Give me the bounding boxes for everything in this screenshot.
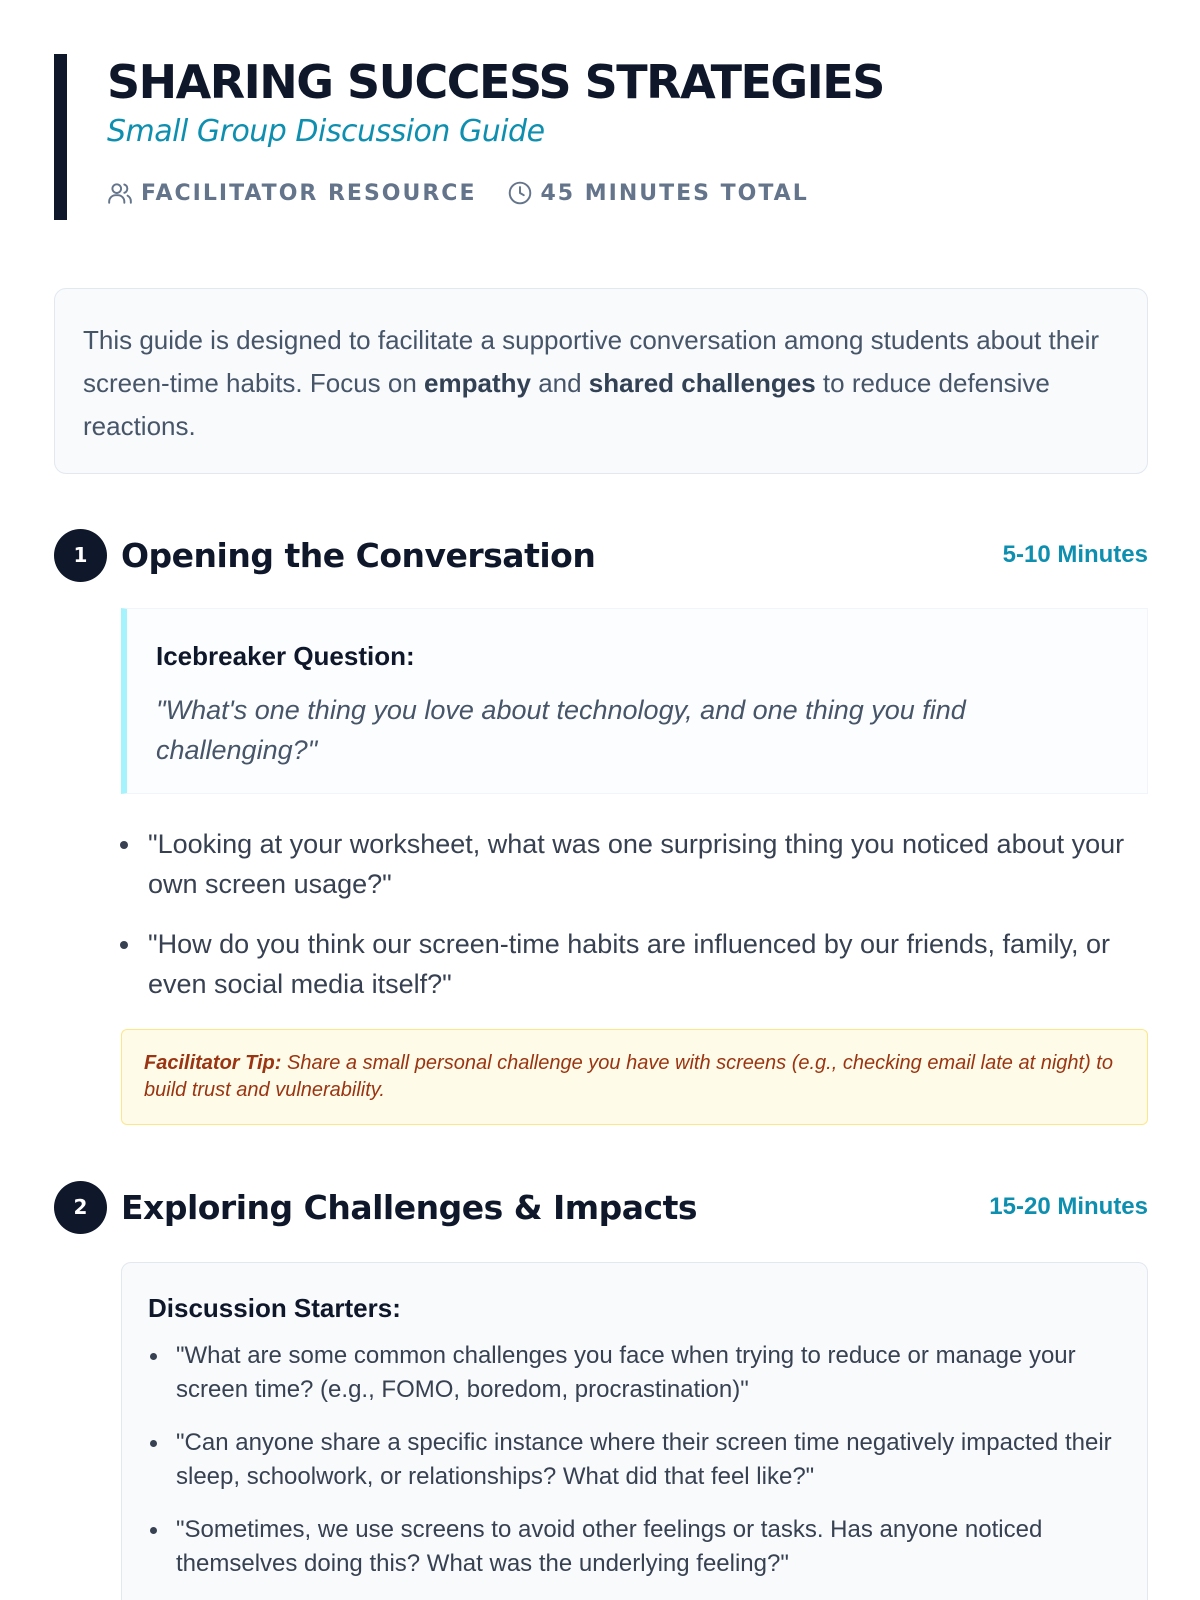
section-number-badge: 1	[54, 529, 107, 582]
section-duration: 5-10 Minutes	[1002, 541, 1148, 568]
section-1-header	[54, 528, 1148, 582]
section-duration: 15-20 Minutes	[989, 1193, 1148, 1220]
icebreaker-label: Icebreaker Question:	[156, 641, 415, 671]
list-item: "Looking at your worksheet, what was one surprising thing you noticed about your own screen usage?"	[114, 824, 1154, 904]
starters-list	[148, 1339, 1121, 1581]
section-title: Exploring Challenges & Impacts	[121, 1187, 698, 1227]
tip-text: Share a small personal challenge you have with screens (e.g., checking email late at night) to build trust and vulnerability.	[144, 1052, 1113, 1101]
meta-row	[107, 180, 1146, 206]
users-icon	[107, 180, 133, 206]
intro-box	[54, 288, 1148, 474]
intro-emphasis: shared challenges	[588, 368, 816, 398]
facilitator-tip	[121, 1029, 1148, 1125]
intro-text	[83, 319, 1119, 448]
intro-emphasis: empathy	[424, 368, 531, 398]
icebreaker-box	[121, 608, 1148, 794]
guide-header	[54, 54, 1146, 220]
intro-text-part: and	[530, 368, 589, 398]
section-2-header	[54, 1180, 1148, 1234]
section-title: Opening the Conversation	[121, 535, 596, 575]
page-subtitle: Small Group Discussion Guide	[107, 114, 545, 149]
intro-text-part: to reduce defensive reactions.	[83, 368, 1050, 441]
meta-facilitator	[107, 180, 477, 206]
list-item: "Can anyone share a specific instance where their screen time negatively impacted their sleep, schoolwork, or relationships? What did that feel like?"	[148, 1426, 1121, 1494]
meta-label: FACILITATOR RESOURCE	[141, 180, 477, 206]
list-item: "How do you think our screen-time habits are influenced by our friends, family, or even social media itself?"	[114, 924, 1154, 1004]
clock-icon	[507, 180, 533, 206]
page-title: SHARING SUCCESS STRATEGIES	[107, 55, 884, 109]
starters-label: Discussion Starters:	[148, 1293, 401, 1323]
intro-text-part: This guide is designed to facilitate a supportive conversation among students about their screen-time habits. Focus on	[83, 325, 1100, 398]
list-item: "What are some common challenges you face when trying to reduce or manage your screen time? (e.g., FOMO, boredom, procrastination)"	[148, 1339, 1121, 1407]
discussion-starters-box	[121, 1262, 1148, 1600]
icebreaker-quote: "What's one thing you love about technology, and one thing you find challenging?"	[156, 695, 966, 765]
section-1-bullets	[114, 824, 1154, 1024]
section-number-badge: 2	[54, 1181, 107, 1234]
meta-duration	[507, 180, 809, 206]
meta-label: 45 MINUTES TOTAL	[540, 180, 809, 206]
tip-label: Facilitator Tip:	[144, 1052, 282, 1074]
list-item: "Sometimes, we use screens to avoid other feelings or tasks. Has anyone noticed themselves doing this? What was the underlying feeling?"	[148, 1513, 1121, 1581]
